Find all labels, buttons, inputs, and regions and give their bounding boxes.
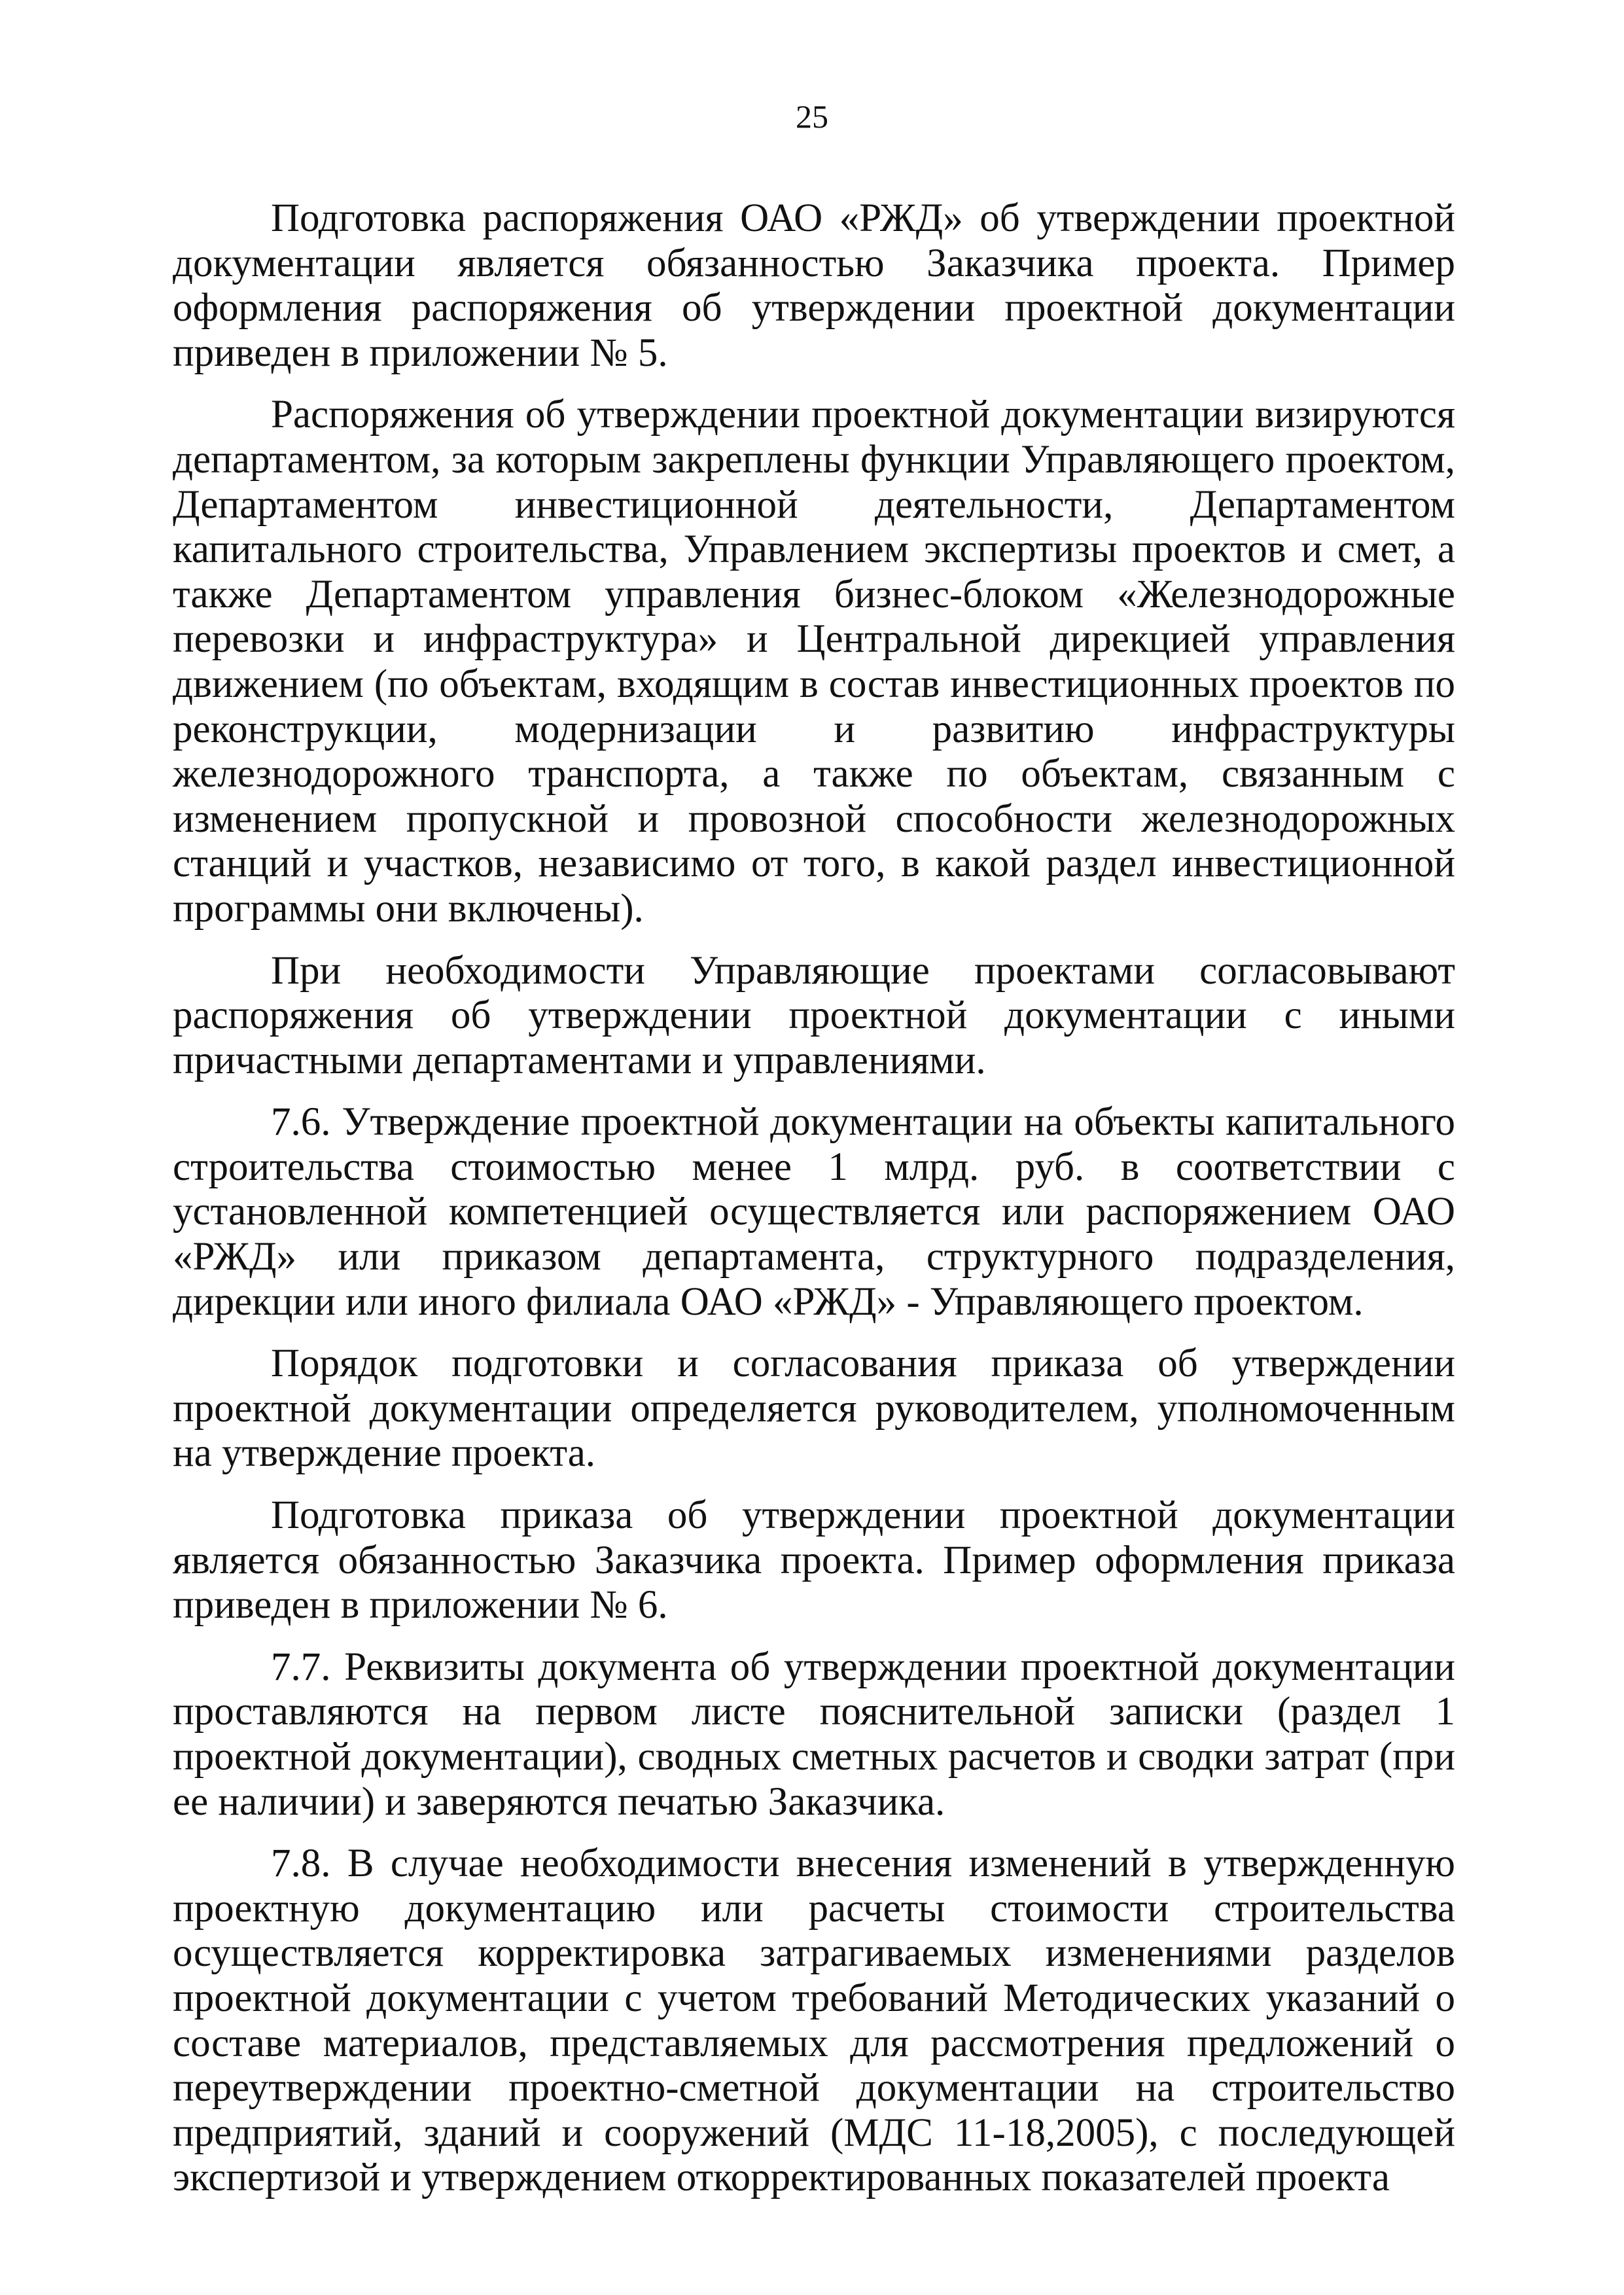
paragraph: Подготовка приказа об утверждении проектной документации является обязанностью Заказчика проекта. Пример оформления приказа приведен в приложении № 6. — [173, 1493, 1455, 1628]
paragraph: При необходимости Управляющие проектами согласовывают распоряжения об утверждении проектной документации с иными причастными департаментами и управлениями. — [173, 948, 1455, 1082]
paragraph: Порядок подготовки и согласования приказа об утверждении проектной документации определяется руководителем, уполномоченным на утверждение проекта. — [173, 1342, 1455, 1476]
paragraph: Подготовка распоряжения ОАО «РЖД» об утверждении проектной документации является обязанностью Заказчика проекта. Пример оформления распоряжения об утверждении проектной документации приведен в приложении № 5. — [173, 196, 1455, 375]
paragraph: 7.7. Реквизиты документа об утверждении проектной документации проставляются на первом листе пояснительной записки (раздел 1 проектной документации), сводных сметных расчетов и сводки затрат (при ее наличии) и заверяются печатью Заказчика. — [173, 1645, 1455, 1824]
paragraph: 7.6. Утверждение проектной документации на объекты капитального строительства стоимостью менее 1 млрд. руб. в соответствии с установленной компетенцией осуществляется или распоряжением ОАО «РЖД» или приказом департамента, структурного подразделения, дирекции или иного филиала ОАО «РЖД» - Управляющего проектом. — [173, 1100, 1455, 1324]
paragraph: 7.8. В случае необходимости внесения изменений в утвержденную проектную документацию или расчеты стоимости строительства осуществляется корректировка затрагиваемых изменениями разделов проектной документации с учетом требований Методических указаний о составе материалов, представляемых для рассмотрения предложений о переутверждении проектно-сметной документации на строительство предприятий, зданий и сооружений (МДС 11-18,2005), с последующей экспертизой и утверждением откорректированных показателей проекта — [173, 1841, 1455, 2200]
paragraph: Распоряжения об утверждении проектной документации визируются департаментом, за которым закреплены функции Управляющего проектом, Департаментом инвестиционной деятельности, Департаментом капитального строительства, Управлением экспертизы проектов и смет, а также Департаментом управления бизнес-блоком «Железнодорожные перевозки и инфраструктура» и Центральной дирекцией управления движением (по объектам, входящим в состав инвестиционных проектов по реконструкции, модернизации и развитию инфраструктуры железнодорожного транспорта, а также по объектам, связанным с изменением пропускной и провозной способности железнодорожных станций и участков, независимо от того, в какой раздел инвестиционной программы они включены). — [173, 393, 1455, 931]
document-body — [173, 196, 1455, 2218]
page-number: 25 — [796, 98, 828, 135]
